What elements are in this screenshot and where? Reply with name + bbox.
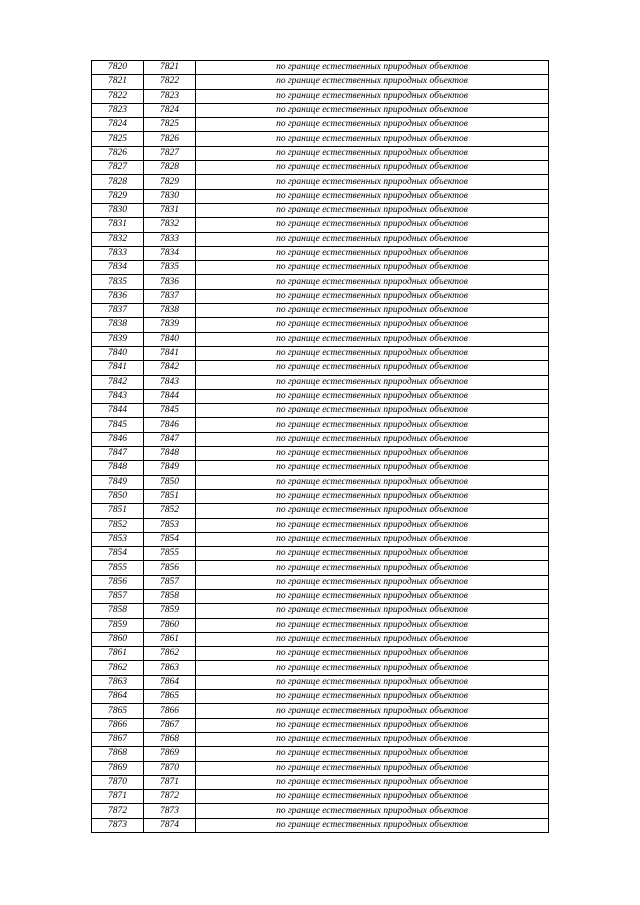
point-from-cell: 7862 xyxy=(92,661,144,675)
point-to-cell: 7861 xyxy=(144,632,196,646)
boundary-description-cell: по границе естественных природных объектов xyxy=(196,532,549,546)
point-to-cell: 7827 xyxy=(144,146,196,160)
point-to-cell: 7823 xyxy=(144,89,196,103)
point-to-cell: 7832 xyxy=(144,218,196,232)
point-from-cell: 7868 xyxy=(92,747,144,761)
point-to-cell: 7828 xyxy=(144,161,196,175)
table-row xyxy=(92,75,549,89)
point-to-cell: 7859 xyxy=(144,604,196,618)
table-row xyxy=(92,89,549,103)
point-to-cell: 7829 xyxy=(144,175,196,189)
boundary-description-cell: по границе естественных природных объектов xyxy=(196,804,549,818)
point-to-cell: 7825 xyxy=(144,118,196,132)
point-from-cell: 7832 xyxy=(92,232,144,246)
table-row xyxy=(92,718,549,732)
boundary-description-cell: по границе естественных природных объектов xyxy=(196,232,549,246)
point-from-cell: 7829 xyxy=(92,189,144,203)
boundary-description-cell: по границе естественных природных объектов xyxy=(196,704,549,718)
point-to-cell: 7843 xyxy=(144,375,196,389)
boundary-description-cell: по границе естественных природных объектов xyxy=(196,318,549,332)
point-to-cell: 7865 xyxy=(144,690,196,704)
boundary-description-cell: по границе естественных природных объектов xyxy=(196,761,549,775)
table-row xyxy=(92,189,549,203)
point-to-cell: 7822 xyxy=(144,75,196,89)
point-from-cell: 7873 xyxy=(92,818,144,832)
point-to-cell: 7866 xyxy=(144,704,196,718)
point-to-cell: 7864 xyxy=(144,675,196,689)
point-from-cell: 7833 xyxy=(92,246,144,260)
point-from-cell: 7839 xyxy=(92,332,144,346)
table-row xyxy=(92,132,549,146)
point-to-cell: 7870 xyxy=(144,761,196,775)
boundary-description-cell: по границе естественных природных объектов xyxy=(196,447,549,461)
point-to-cell: 7835 xyxy=(144,261,196,275)
boundary-description-cell: по границе естественных природных объектов xyxy=(196,304,549,318)
table-row xyxy=(92,661,549,675)
point-from-cell: 7870 xyxy=(92,775,144,789)
table-row xyxy=(92,818,549,832)
boundary-description-cell: по границе естественных природных объектов xyxy=(196,675,549,689)
boundary-description-cell: по границе естественных природных объектов xyxy=(196,132,549,146)
boundary-description-cell: по границе естественных природных объектов xyxy=(196,604,549,618)
point-from-cell: 7834 xyxy=(92,261,144,275)
boundary-description-cell: по границе естественных природных объектов xyxy=(196,246,549,260)
point-from-cell: 7825 xyxy=(92,132,144,146)
table-row xyxy=(92,518,549,532)
boundary-description-cell: по границе естественных природных объектов xyxy=(196,189,549,203)
table-row xyxy=(92,804,549,818)
table-row xyxy=(92,61,549,75)
point-to-cell: 7826 xyxy=(144,132,196,146)
point-from-cell: 7849 xyxy=(92,475,144,489)
table-row xyxy=(92,389,549,403)
table-row xyxy=(92,146,549,160)
point-from-cell: 7857 xyxy=(92,589,144,603)
table-row xyxy=(92,232,549,246)
table-row xyxy=(92,261,549,275)
boundary-description-cell: по границе естественных природных объектов xyxy=(196,175,549,189)
table-row xyxy=(92,461,549,475)
point-from-cell: 7863 xyxy=(92,675,144,689)
point-from-cell: 7864 xyxy=(92,690,144,704)
point-from-cell: 7869 xyxy=(92,761,144,775)
point-from-cell: 7861 xyxy=(92,647,144,661)
boundary-description-cell: по границе естественных природных объектов xyxy=(196,218,549,232)
table-row xyxy=(92,632,549,646)
point-from-cell: 7830 xyxy=(92,203,144,217)
table-row xyxy=(92,361,549,375)
point-from-cell: 7823 xyxy=(92,103,144,117)
point-to-cell: 7824 xyxy=(144,103,196,117)
boundary-description-cell: по границе естественных природных объектов xyxy=(196,718,549,732)
boundary-description-cell: по границе естественных природных объектов xyxy=(196,361,549,375)
table-row xyxy=(92,761,549,775)
point-from-cell: 7847 xyxy=(92,447,144,461)
boundary-description-cell: по границе естественных природных объектов xyxy=(196,647,549,661)
point-to-cell: 7862 xyxy=(144,647,196,661)
point-to-cell: 7852 xyxy=(144,504,196,518)
point-from-cell: 7856 xyxy=(92,575,144,589)
point-to-cell: 7844 xyxy=(144,389,196,403)
boundary-table xyxy=(91,60,549,833)
boundary-description-cell: по границе естественных природных объектов xyxy=(196,561,549,575)
table-row xyxy=(92,346,549,360)
table-row xyxy=(92,790,549,804)
point-to-cell: 7851 xyxy=(144,489,196,503)
boundary-description-cell: по границе естественных природных объектов xyxy=(196,103,549,117)
boundary-description-cell: по границе естественных природных объектов xyxy=(196,61,549,75)
boundary-description-cell: по границе естественных природных объектов xyxy=(196,332,549,346)
point-from-cell: 7840 xyxy=(92,346,144,360)
boundary-description-cell: по границе естественных природных объектов xyxy=(196,418,549,432)
table-row xyxy=(92,289,549,303)
table-row xyxy=(92,489,549,503)
table-body xyxy=(92,61,549,833)
boundary-description-cell: по границе естественных природных объектов xyxy=(196,289,549,303)
point-to-cell: 7874 xyxy=(144,818,196,832)
point-to-cell: 7868 xyxy=(144,732,196,746)
boundary-description-cell: по границе естественных природных объектов xyxy=(196,203,549,217)
point-from-cell: 7852 xyxy=(92,518,144,532)
point-to-cell: 7854 xyxy=(144,532,196,546)
table-row xyxy=(92,547,549,561)
table-row xyxy=(92,618,549,632)
point-to-cell: 7833 xyxy=(144,232,196,246)
point-to-cell: 7831 xyxy=(144,203,196,217)
point-to-cell: 7858 xyxy=(144,589,196,603)
boundary-description-cell: по границе естественных природных объектов xyxy=(196,589,549,603)
point-from-cell: 7842 xyxy=(92,375,144,389)
point-from-cell: 7836 xyxy=(92,289,144,303)
table-row xyxy=(92,161,549,175)
point-to-cell: 7841 xyxy=(144,346,196,360)
point-from-cell: 7843 xyxy=(92,389,144,403)
point-from-cell: 7824 xyxy=(92,118,144,132)
boundary-description-cell: по границе естественных природных объектов xyxy=(196,432,549,446)
point-to-cell: 7842 xyxy=(144,361,196,375)
point-to-cell: 7860 xyxy=(144,618,196,632)
boundary-description-cell: по границе естественных природных объектов xyxy=(196,475,549,489)
boundary-description-cell: по границе естественных природных объектов xyxy=(196,375,549,389)
table-row xyxy=(92,118,549,132)
point-from-cell: 7859 xyxy=(92,618,144,632)
table-row xyxy=(92,418,549,432)
boundary-description-cell: по границе естественных природных объектов xyxy=(196,404,549,418)
point-to-cell: 7840 xyxy=(144,332,196,346)
point-from-cell: 7845 xyxy=(92,418,144,432)
point-from-cell: 7855 xyxy=(92,561,144,575)
point-to-cell: 7869 xyxy=(144,747,196,761)
table-row xyxy=(92,704,549,718)
boundary-description-cell: по границе естественных природных объектов xyxy=(196,346,549,360)
point-to-cell: 7834 xyxy=(144,246,196,260)
point-to-cell: 7836 xyxy=(144,275,196,289)
point-from-cell: 7853 xyxy=(92,532,144,546)
point-from-cell: 7838 xyxy=(92,318,144,332)
boundary-description-cell: по границе естественных природных объектов xyxy=(196,75,549,89)
table-row xyxy=(92,475,549,489)
point-to-cell: 7847 xyxy=(144,432,196,446)
boundary-description-cell: по границе естественных природных объектов xyxy=(196,661,549,675)
point-to-cell: 7845 xyxy=(144,404,196,418)
point-from-cell: 7867 xyxy=(92,732,144,746)
point-from-cell: 7858 xyxy=(92,604,144,618)
boundary-description-cell: по границе естественных природных объектов xyxy=(196,389,549,403)
boundary-description-cell: по границе естественных природных объектов xyxy=(196,818,549,832)
boundary-description-cell: по границе естественных природных объектов xyxy=(196,575,549,589)
table-row xyxy=(92,561,549,575)
point-from-cell: 7835 xyxy=(92,275,144,289)
boundary-description-cell: по границе естественных природных объектов xyxy=(196,747,549,761)
table-row xyxy=(92,675,549,689)
table-row xyxy=(92,103,549,117)
boundary-description-cell: по границе естественных природных объектов xyxy=(196,690,549,704)
table-row xyxy=(92,589,549,603)
point-from-cell: 7837 xyxy=(92,304,144,318)
point-from-cell: 7872 xyxy=(92,804,144,818)
boundary-description-cell: по границе естественных природных объектов xyxy=(196,489,549,503)
point-from-cell: 7821 xyxy=(92,75,144,89)
boundary-description-cell: по границе естественных природных объектов xyxy=(196,146,549,160)
boundary-description-cell: по границе естественных природных объектов xyxy=(196,618,549,632)
point-to-cell: 7849 xyxy=(144,461,196,475)
point-to-cell: 7839 xyxy=(144,318,196,332)
point-to-cell: 7850 xyxy=(144,475,196,489)
table-row xyxy=(92,504,549,518)
point-from-cell: 7851 xyxy=(92,504,144,518)
point-from-cell: 7871 xyxy=(92,790,144,804)
point-to-cell: 7830 xyxy=(144,189,196,203)
boundary-description-cell: по границе естественных природных объектов xyxy=(196,790,549,804)
point-from-cell: 7827 xyxy=(92,161,144,175)
boundary-description-cell: по границе естественных природных объектов xyxy=(196,547,549,561)
point-to-cell: 7873 xyxy=(144,804,196,818)
point-from-cell: 7865 xyxy=(92,704,144,718)
boundary-description-cell: по границе естественных природных объектов xyxy=(196,89,549,103)
point-from-cell: 7844 xyxy=(92,404,144,418)
table-row xyxy=(92,246,549,260)
table-row xyxy=(92,275,549,289)
point-from-cell: 7854 xyxy=(92,547,144,561)
point-from-cell: 7850 xyxy=(92,489,144,503)
table-row xyxy=(92,747,549,761)
table-row xyxy=(92,375,549,389)
boundary-description-cell: по границе естественных природных объектов xyxy=(196,732,549,746)
table-row xyxy=(92,604,549,618)
table-row xyxy=(92,732,549,746)
table-row xyxy=(92,404,549,418)
table-row xyxy=(92,432,549,446)
boundary-description-cell: по границе естественных природных объектов xyxy=(196,261,549,275)
point-from-cell: 7860 xyxy=(92,632,144,646)
point-from-cell: 7848 xyxy=(92,461,144,475)
point-to-cell: 7857 xyxy=(144,575,196,589)
boundary-description-cell: по границе естественных природных объектов xyxy=(196,161,549,175)
table-row xyxy=(92,318,549,332)
point-to-cell: 7837 xyxy=(144,289,196,303)
boundary-description-cell: по границе естественных природных объектов xyxy=(196,461,549,475)
point-to-cell: 7838 xyxy=(144,304,196,318)
boundary-description-cell: по границе естественных природных объектов xyxy=(196,775,549,789)
point-from-cell: 7820 xyxy=(92,61,144,75)
point-from-cell: 7822 xyxy=(92,89,144,103)
boundary-description-cell: по границе естественных природных объектов xyxy=(196,518,549,532)
point-to-cell: 7846 xyxy=(144,418,196,432)
table-row xyxy=(92,690,549,704)
table-row xyxy=(92,175,549,189)
point-to-cell: 7856 xyxy=(144,561,196,575)
point-to-cell: 7871 xyxy=(144,775,196,789)
table-row xyxy=(92,447,549,461)
point-to-cell: 7848 xyxy=(144,447,196,461)
point-from-cell: 7841 xyxy=(92,361,144,375)
table-row xyxy=(92,332,549,346)
point-from-cell: 7846 xyxy=(92,432,144,446)
table-row xyxy=(92,775,549,789)
table-row xyxy=(92,304,549,318)
table-row xyxy=(92,203,549,217)
table-row xyxy=(92,218,549,232)
point-to-cell: 7863 xyxy=(144,661,196,675)
table-row xyxy=(92,647,549,661)
table-row xyxy=(92,532,549,546)
point-from-cell: 7828 xyxy=(92,175,144,189)
point-to-cell: 7821 xyxy=(144,61,196,75)
point-to-cell: 7872 xyxy=(144,790,196,804)
point-from-cell: 7866 xyxy=(92,718,144,732)
boundary-description-cell: по границе естественных природных объектов xyxy=(196,275,549,289)
point-from-cell: 7831 xyxy=(92,218,144,232)
boundary-description-cell: по границе естественных природных объектов xyxy=(196,118,549,132)
point-to-cell: 7853 xyxy=(144,518,196,532)
boundary-description-cell: по границе естественных природных объектов xyxy=(196,632,549,646)
point-to-cell: 7867 xyxy=(144,718,196,732)
table-row xyxy=(92,575,549,589)
boundary-description-cell: по границе естественных природных объектов xyxy=(196,504,549,518)
point-to-cell: 7855 xyxy=(144,547,196,561)
point-from-cell: 7826 xyxy=(92,146,144,160)
